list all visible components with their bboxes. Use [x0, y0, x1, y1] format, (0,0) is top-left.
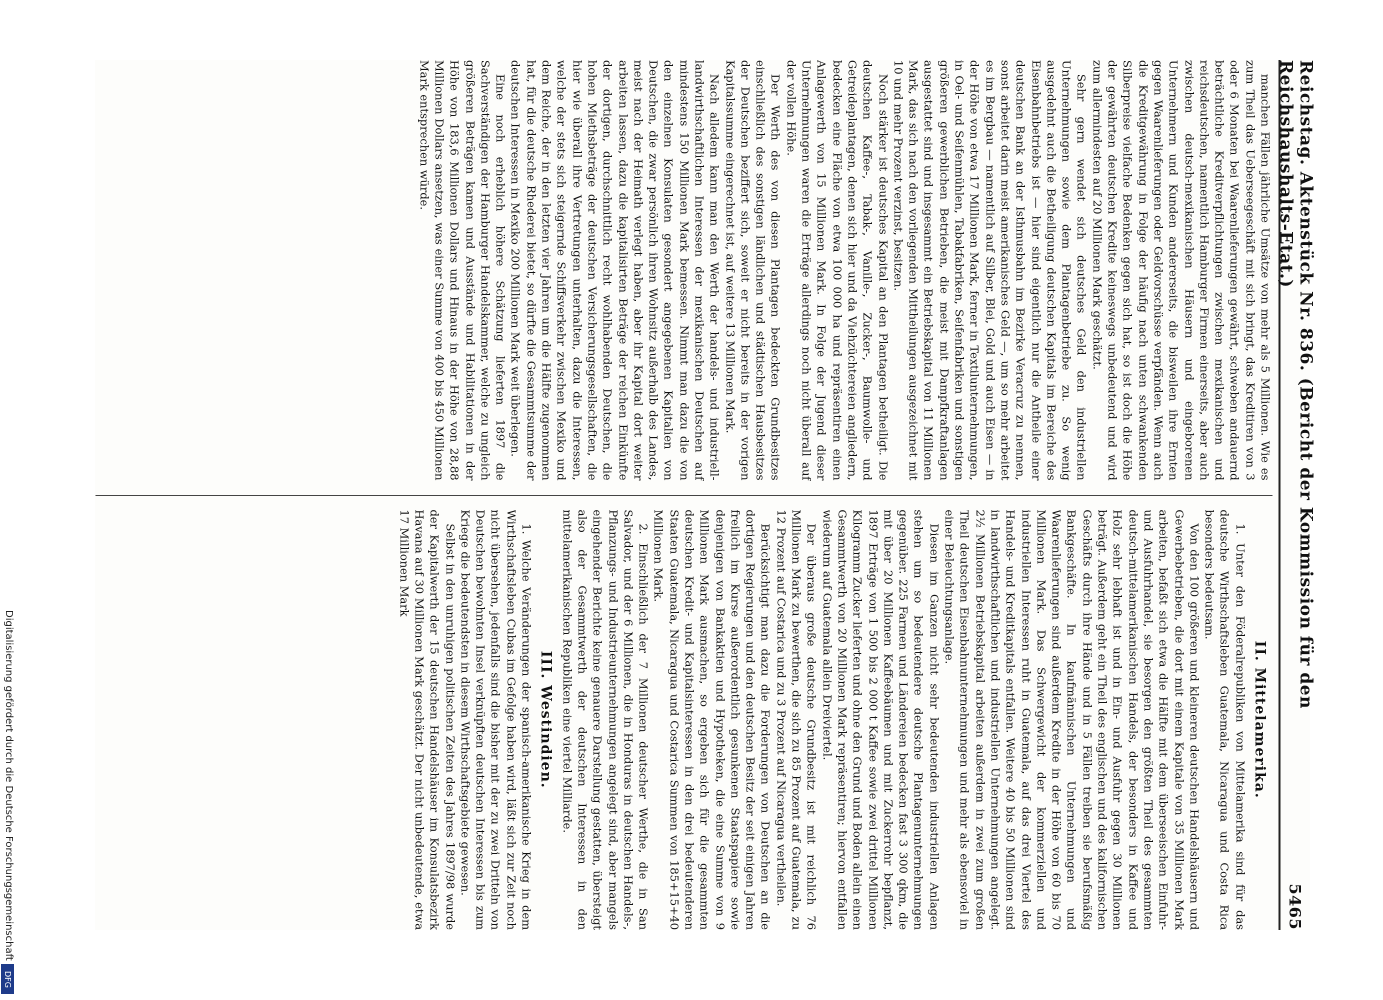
paragraph: 1. Unter den Föderalrepubliken von Mittelamerika sind für das deutsche Wirthschaftsleben Guatemala, Nicaragua und Costa Rica besonders bedeutsam.	[1202, 509, 1247, 930]
left-column	[95, 60, 1272, 481]
page-content	[95, 60, 1315, 930]
column-divider	[95, 495, 1272, 496]
paragraph: 1. Welche Veränderungen der spanisch-amerikanische Krieg in dem Wirthschaftsleben Cubas im Gefolge haben wird, läßt sich zur Zeit noch nicht übersehen, jedenfalls sind die bisher mit der zu zwei Dritteln von Deutschen bewohnten Insel verknüpften deutschen Interessen bis zum Kriege die bedeutendsten in diesem Wirthschaftsgebiete gewesen.	[457, 509, 534, 930]
section-heading: II. Mittelamerika.	[1251, 640, 1267, 799]
paragraph: 2. Einschließlich der 7 Millionen deutscher Werthe, die in San Salvador, und der 6 Millionen, die in Honduras in deutschen Handels-, Pflanzungs- und Industrieunternehmungen angelegt sind, aber mangels eingehender Berichte keine genauere Darstellung gestatten, übersteigt also der Gesammtwerth der deutschen Interessen in den mittelamerikanischen Republiken eine viertel Milliarde.	[559, 509, 651, 930]
paragraph: Der überaus große deutsche Grundbesitz ist mit reichlich 76 Millionen Mark zu bewerthen, die sich zu 85 Prozent auf Guatemala, zu 12 Prozent auf Costarica und zu 3 Prozent auf Nicaragua vertheilen.	[773, 509, 819, 930]
paragraph: Selbst in den unruhigen politischen Zeiten des Jahres 1897/98 wurde der Kapitalwerth der 15 deutschen Handelshäuser im Konsulatsbezirk Havana auf 30 Millionen Mark geschätzt. Der nicht unbedeutende, etwa 17 Millionen Mark	[396, 509, 457, 930]
paragraph: Eine noch erheblich höhere Schätzung lieferten 1897 die Sachverständigen der Hamburger Handelskammer, welche zu ungleich größeren Beträgen kamen und Ausstände und Habilitationen in der Höhe von 183,6 Millionen Dollars und Hinaus in der Höhe von 28,88 Millionen Dollars ansetzen, was einer Summe von 400 bis 450 Millionen Mark entsprechen würde.	[416, 60, 508, 481]
paragraph: Der Werth des von diesen Plantagen bedeckten Grundbesitzes einschließlich des sonstigen ländlichen und städtischen Hausbesitzes der Deutschen beziffert sich, soweit er nicht bereits in der vorigen Kapitalssumme eingerechnet ist, auf weitere 13 Millionen Mark.	[722, 60, 783, 481]
paragraph: Von den 100 größeren und kleineren deutschen Handelshäusern und Gewerbebetrieben, die dort mit einem Kapitale von 35 Millionen Mark arbeiten, befaßt sich etwa die Hälfte mit dem überseeischen Einfuhr- und Ausfuhrhandel, sie besorgen den größten Theil des gesammten deutsch-mittelamerikanischen Handels, der besonders in Kaffee und Holz sehr lebhaft ist und in Ein- und Ausfuhr gegen 30 Millionen beträgt. Außerdem geht ein Theil des englischen und des kalifornischen Geschäfts durch ihre Hände und in 5 Fällen treiben sie berufsmäßig Bankgeschäfte. In kaufmännischen Unternehmungen und Waarenlieferungen sind außerdem Kredite in der Höhe von 60 bis 70 Millionen Mark. Das Schwergewicht der kommerziellen und industriellen Interessen ruht in Guatemala, auf das drei Viertel des Handels- und Kreditkapitals entfallen. Weitere 40 bis 50 Millionen sind in landwirthschaftlichen und industriellen Unternehmungen angelegt. 2½ Millionen Betriebskapital arbeiten außerdem in zwei zum großen Theil deutschen Eisenbahnunternehmungen und mehr als ebensoviel in einer Beleuchtungsanlage.	[942, 509, 1201, 930]
paragraph: Berücksichtigt man dazu die Forderungen von Deutschen an die dortigen Regierungen und den deutschen Besitz der seit einigen Jahren freilich im Kurse außerordentlich gesunkenen Staatspapiere sowie denjenigen von Bankaktien und Hypotheken, die eine Summe von 9 Millionen Mark ausmachen, so ergeben sich für die gesammten deutschen Kredit- und Kapitalsinteressen in den drei bedeutenderen Staaten Guatemala, Nicaragua und Costarica Summen von 185+15+40 Millionen Mark.	[651, 509, 773, 930]
dfg-logo	[1, 964, 14, 994]
digitization-credit	[2, 610, 14, 990]
section-heading: III. Westindien.	[537, 650, 554, 789]
running-title: Reichstag. Aktenstück Nr. 836. (Bericht der Kommission für den Reichshaushalts-Etat.)	[1275, 60, 1315, 709]
page-header	[1275, 60, 1315, 930]
rotated-document-page	[95, 60, 1315, 930]
paragraph: Nach alledem kann man den Werth der handels- und industriell-landwirthschaftlichen Interessen der mexikanischen Deutschen auf mindestens 150 Millionen Mark bemessen. Nimmt man dazu die von den einzelnen Konsulaten gesondert angegebenen Kapitalien von Deutschen, die zwar persönlich ihren Wohnsitz außerhalb des Landes, meist nach der Heimath verlegt haben, aber ihr Kapital dort weiter arbeiten lassen, dazu die kapitalisirten Beträge der reichen Einkünfte der dortigen, durchschnittlich recht wohlhabenden Deutschen, die hohen Miethsbeträge der deutschen Versicherungsgesellschaften, die hier wie überall ihre Vertretungen unterhalten, dazu die Interessen, welche der stets sich steigernde Schiffsverkehr zwischen Mexiko und dem Reiche, der in den letzten vier Jahren um die Hälfte zugenommen hat, für die deutsche Rhederei bietet, so dürfte die Gesammtsumme der deutschen Interessen in Mexiko 200 Millionen Mark weit überlegen.	[508, 60, 722, 481]
credit-text: Digitalisierung gefördert durch die Deutsche Forschungsgemeinschaft	[3, 610, 14, 961]
right-column	[95, 510, 1272, 931]
text-columns	[95, 60, 1272, 930]
paragraph: Noch stärker ist deutsches Kapital an den Plantagen betheiligt. Die deutschen Kaffee-, Tabak-, Vanille-, Zucker-, Baumwolle- und Getreideplantagen, denen sich hier und da Viehzüchtereien angliedern, bedecken eine Fläche von etwa 100 000 ha und repräsentiren einen Anlagewerth von 15 Millionen Mark. In Folge der Jugend dieser Unternehmungen waren die Erträge allerdings noch nicht überall auf der vollen Höhe.	[783, 60, 890, 481]
paragraph: manchen Fällen jährliche Umsätze von mehr als 5 Millionen. Wie es zum Theil das Ueberseegeschäft mit sich bringt, das Kreditiren von 3 oder 6 Monaten bei Waarenlieferungen gewährt, schweben andauernd beträchtliche Kreditverpflichtungen zwischen mexikanischen und reichsdeutschen, namentlich Hamburger Firmen einerseits, aber auch zwischen deutsch-mexikanischen Häusern und eingeborenen Unternehmern und Kunden andererseits, die bisweilen ihre Ernten gegen Waarenlieferungen oder Geldvorschüsse verpfänden. Wenn auch die Kreditgewährung in Folge der häufig nach unten schwankenden Silberpreise vielfache Bedenken gegen sich hat, so ist doch die Höhe der gewährten deutschen Kredite keineswegs unbedeutend und wird zum allermindesten auf 20 Millionen Mark geschätzt.	[1089, 60, 1272, 481]
paragraph: Diesen im Ganzen nicht sehr bedeutenden industriellen Anlagen stehen um so bedeutendere deutsche Plantagenunternehmungen gegenüber. 225 Farmen und Ländereien bedecken fast 3 300 qkm, die mit über 20 Millionen Kaffeebäumen und mit Zuckerrohr bepflanzt, 1897 Erträge von 1 500 bis 2 000 t Kaffee sowie zwei drittel Millionen Kilogramm Zucker lieferten und ohne den Grund und Boden allein einen Gesammtwerth von 20 Millionen Mark repräsentiren; hiervon entfallen wiederum auf Guatemala allein Dreiviertel.	[819, 509, 941, 930]
logo-text: DFG	[3, 970, 12, 988]
paragraph: Sehr gern wendet sich deutsches Geld den industriellen Unternehmungen sowie dem Plantagenbetriebe zu. So wenig ausgedehnt auch die Betheiligung deutschen Kapitals im Bereiche des Eisenbahnbetriebs ist — hier sind eigentlich nur die Antheile einer deutschen Bank an der Isthmusbahn im Bezirke Veracruz zu nennen, sonst arbeitet darin meist amerikanisches Geld —, um so mehr arbeitet es im Bergbau — namentlich auf Silber, Blei, Gold und auch Eisen — in der Höhe von etwa 17 Millionen Mark, ferner in Textilunternehmungen, in Oel- und Seifenmühlen, Tabakfabriken, Seifenfabriken und sonstigen größeren gewerblichen Betrieben, die meist mit Dampfkraftanlagen ausgestattet sind und insgesammt ein Betriebskapital von 11 Millionen Mark, das sich nach den vorliegenden Mittheilungen ausgezeichnet mit 10 und mehr Prozent verzinst, besitzen.	[890, 60, 1089, 481]
page-number: 5465	[1285, 883, 1305, 930]
